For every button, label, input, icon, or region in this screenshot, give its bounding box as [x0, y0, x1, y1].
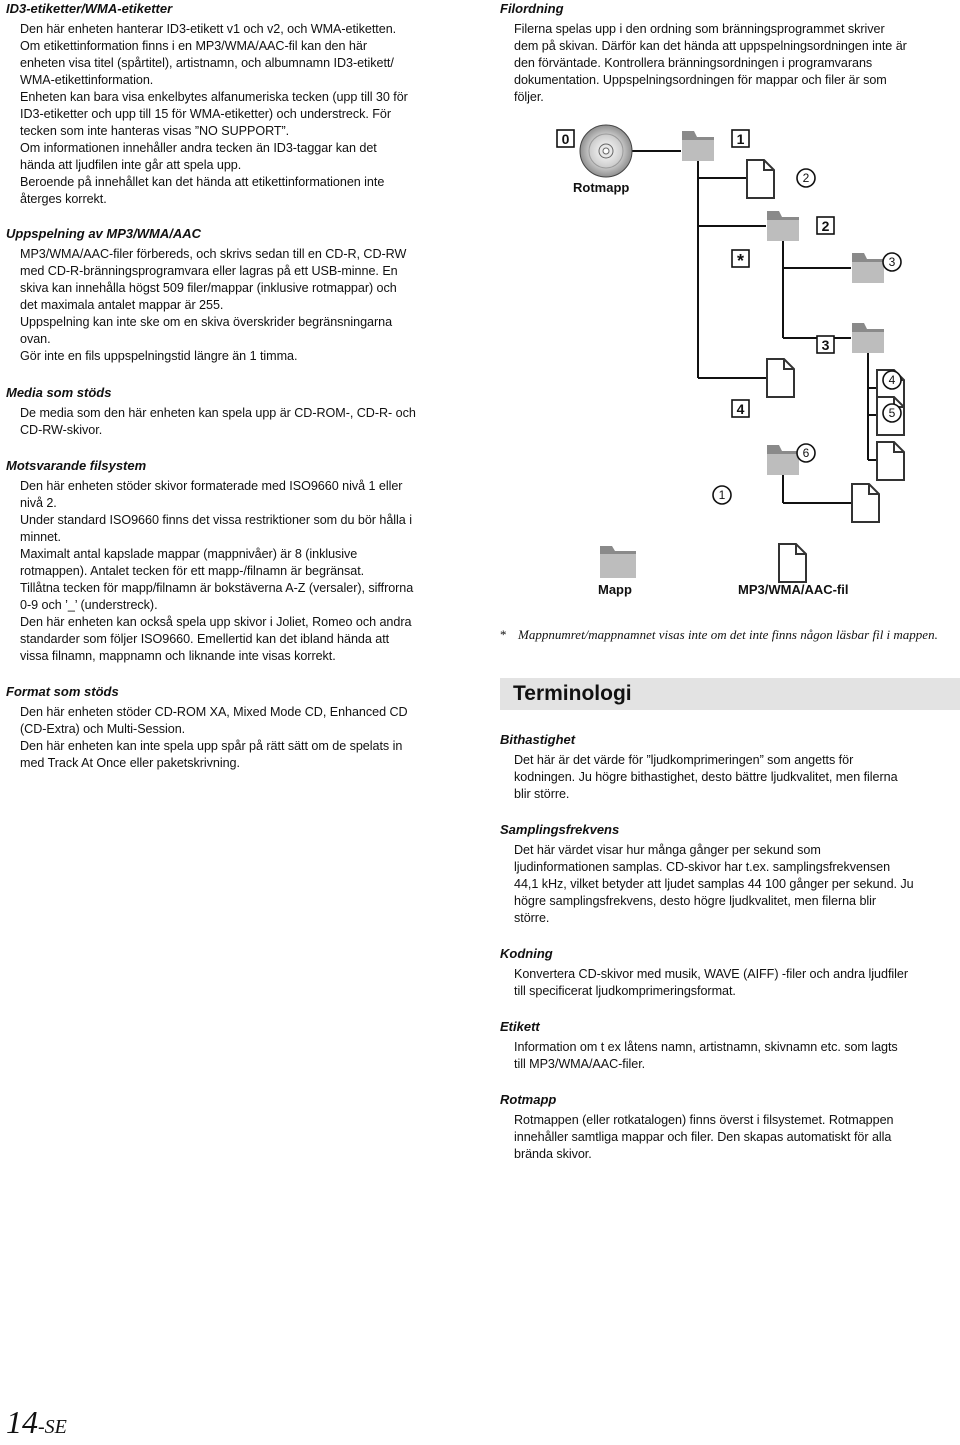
term-title: Bithastighet [500, 732, 576, 747]
text-line: Tillåtna tecken för mapp/filnamn är bokstäverna A-Z (versaler), siffrorna [20, 581, 414, 595]
folder-icon [767, 211, 799, 241]
term-body [500, 1112, 958, 1163]
term-body [500, 842, 958, 927]
text-line: till specificerat ljudkomprimeringsformat. [514, 984, 736, 998]
file-icon [877, 442, 904, 480]
section-body [6, 21, 468, 208]
footnote-marker: * [500, 627, 507, 642]
term-body [500, 966, 958, 1000]
footnote [500, 626, 958, 644]
term-title: Rotmapp [500, 1092, 557, 1107]
folder-icon [767, 445, 799, 475]
text-line: standarder som följer ISO9660. Emellertid kan det ibland hända att [20, 632, 390, 646]
file-order-diagram [500, 110, 958, 610]
text-line: ljudinformationen samplas. CD-skivor har t.ex. samplingsfrekvensen [514, 860, 891, 874]
term-title: Kodning [500, 946, 553, 961]
text-line: kodningen. Ju högre bithastighet, desto bättre ljudkvalitet, men filerna [514, 770, 898, 784]
terminology-banner [500, 678, 960, 710]
section-file-order [500, 0, 958, 106]
text-line: Om etikettinformation finns i en MP3/WMA/AAC-fil kan den här [20, 39, 367, 53]
section-body [6, 405, 468, 439]
term-tag [500, 1018, 958, 1073]
file-number: 5 [888, 406, 896, 420]
file-number: 2 [802, 171, 810, 185]
section-formats [6, 683, 468, 772]
term-root [500, 1091, 958, 1163]
section-title: Filordning [500, 1, 564, 16]
section-body [500, 21, 958, 106]
text-line: återges korrekt. [20, 192, 107, 206]
text-line: Uppspelning kan inte ske om en skiva överskrider begränsningarna [20, 315, 393, 329]
section-title: Motsvarande filsystem [6, 458, 147, 473]
text-line: Den här enheten stöder CD-ROM XA, Mixed Mode CD, Enhanced CD [20, 705, 408, 719]
file-icon [747, 160, 774, 198]
text-line: nivå 2. [20, 496, 57, 510]
legend-folder-label: Mapp [598, 582, 632, 597]
folder-number: 0 [561, 131, 570, 147]
term-body [500, 752, 958, 803]
text-line: ovan. [20, 332, 51, 346]
text-line: till MP3/WMA/AAC-filer. [514, 1057, 646, 1071]
text-line: hända att ljudfilen inte går att spela upp. [20, 158, 242, 172]
page-number-value: 14 [6, 1404, 38, 1440]
text-line: dokumentation. Uppspelningsordningen för mappar och filer är som [514, 73, 887, 87]
term-sampling [500, 821, 958, 927]
section-media [6, 384, 468, 439]
text-line: Den här enheten stöder skivor formaterade med ISO9660 nivå 1 eller [20, 479, 403, 493]
text-line: MP3/WMA/AAC-filer förbereds, och skrivs sedan till en CD-R, CD-RW [20, 247, 407, 261]
terminology-heading: Terminologi [513, 682, 632, 705]
text-line: skiva kan innehålla högst 509 filer/mappar (inklusive rotmappar) och [20, 281, 397, 295]
folder-icon [682, 131, 714, 161]
section-filesystem [6, 457, 468, 665]
text-line: följer. [514, 90, 544, 104]
term-title: Etikett [500, 1019, 540, 1034]
text-line: dem på skivan. Därför kan det hända att uppspelningsordningen inte är [514, 39, 907, 53]
file-icon [852, 484, 879, 522]
text-line: Den här enheten kan inte spela upp spår på rätt sätt om de spelats in [20, 739, 403, 753]
text-line: 44,1 kHz, vilket betyder att ljudet samplas 44 100 gånger per sekund. Ju [514, 877, 914, 891]
section-title: Uppspelning av MP3/WMA/AAC [6, 226, 202, 241]
text-line: Det här är det värde för ”ljudkomprimeringen” som angetts för [514, 753, 854, 767]
text-line: WMA-etikettinformation. [20, 73, 154, 87]
section-title: Media som stöds [6, 385, 112, 400]
text-line: CD-RW-skivor. [20, 423, 103, 437]
section-body [6, 704, 468, 772]
text-line: tecken som inte hanteras visas ”NO SUPPORT”. [20, 124, 290, 138]
footnote-text: Mappnumret/mappnamnet visas inte om det inte finns någon läsbar fil i mappen. [518, 627, 938, 642]
text-line: Konvertera CD-skivor med musik, WAVE (AIFF) -filer och andra ljudfiler [514, 967, 909, 981]
cd-disc-icon [580, 125, 632, 177]
legend-file-label: MP3/WMA/AAC-fil [738, 582, 849, 597]
text-line: med CD-R-bränningsprogramvara eller lagras på ett USB-minne. En [20, 264, 398, 278]
file-number: 6 [802, 446, 810, 460]
text-line: blir större. [514, 787, 570, 801]
text-line: Enheten kan bara visa enkelbytes alfanumeriska tecken (upp till 30 för [20, 90, 408, 104]
term-title: Samplingsfrekvens [500, 822, 620, 837]
section-body [6, 478, 468, 665]
text-line: ID3-etiketter och upp till 15 för WMA-etiketter) och understreck. För [20, 107, 391, 121]
term-body [500, 1039, 958, 1073]
text-line: minnet. [20, 530, 61, 544]
file-number: 3 [888, 255, 896, 269]
legend-file-icon [779, 544, 806, 582]
text-line: Det här värdet visar hur många gånger per sekund som [514, 843, 821, 857]
page-number [6, 1404, 67, 1445]
text-line: det maximala antalet mappar är 255. [20, 298, 224, 312]
text-line: De media som den här enheten kan spela upp är CD-ROM-, CD-R- och [20, 406, 416, 420]
folder-number: 1 [736, 131, 745, 147]
text-line: Beroende på innehållet kan det hända att etikettinformationen inte [20, 175, 385, 189]
text-line: enheten visa titel (spårtitel), artistnamn, och albumnamn ID3-etikett/ [20, 56, 394, 70]
text-line: 0-9 och ’_’ (understreck). [20, 598, 158, 612]
text-line: Den här enheten kan också spela upp skivor i Joliet, Romeo och andra [20, 615, 412, 629]
folder-icon [852, 323, 884, 353]
term-coding [500, 945, 958, 1000]
text-line: Den här enheten hanterar ID3-etikett v1 och v2, och WMA-etiketten. [20, 22, 397, 36]
folder-number: 4 [736, 401, 745, 417]
folder-icon [852, 253, 884, 283]
folder-number: * [736, 251, 745, 271]
text-line: Om informationen innehåller andra tecken än ID3-taggar kan det [20, 141, 377, 155]
root-folder-label: Rotmapp [573, 180, 630, 195]
text-line: Information om t ex låtens namn, artistnamn, skivnamn etc. som lagts [514, 1040, 898, 1054]
text-line: Gör inte en fils uppspelningstid längre än 1 timma. [20, 349, 298, 363]
tree-connectors [631, 146, 876, 503]
folder-number: 2 [821, 218, 830, 234]
text-line: innehåller samtliga mappar och filer. Den skapas automatiskt för alla [514, 1130, 892, 1144]
text-line: Under standard ISO9660 finns det vissa restriktioner som du bör hålla i [20, 513, 412, 527]
text-line: den förväntade. Kontrollera bränningsordningen i programvarans [514, 56, 873, 70]
file-icon [767, 359, 794, 397]
section-title: Format som stöds [6, 684, 119, 699]
text-line: högre samplingsfrekvens, desto högre ljudkvalitet, men filerna blir [514, 894, 877, 908]
text-line: större. [514, 911, 550, 925]
section-body [6, 246, 468, 365]
folder-number: 3 [821, 337, 830, 353]
text-line: (CD-Extra) och Multi-Session. [20, 722, 186, 736]
text-line: brända skivor. [514, 1147, 592, 1161]
text-line: Maximalt antal kapslade mappar (mappnivåer) är 8 (inklusive [20, 547, 358, 561]
page-number-suffix: -SE [38, 1416, 67, 1438]
text-line: vissa filnamn, mappnamn och liknande inte visas korrekt. [20, 649, 336, 663]
legend-folder-icon [600, 546, 636, 578]
text-line: med Track At Once eller paketskrivning. [20, 756, 240, 770]
section-title: ID3-etiketter/WMA-etiketter [6, 1, 173, 16]
text-line: Filerna spelas upp i den ordning som bränningsprogrammet skriver [514, 22, 885, 36]
section-playback [6, 225, 468, 365]
text-line: rotmappen). Antalet tecken för ett mapp-/filnamn är begränsat. [20, 564, 365, 578]
text-line: Rotmappen (eller rotkatalogen) finns överst i filsystemet. Rotmappen [514, 1113, 894, 1127]
term-bitrate [500, 731, 958, 803]
file-number: 4 [888, 373, 896, 387]
file-number: 1 [718, 488, 726, 502]
section-id3-tags [6, 0, 468, 208]
